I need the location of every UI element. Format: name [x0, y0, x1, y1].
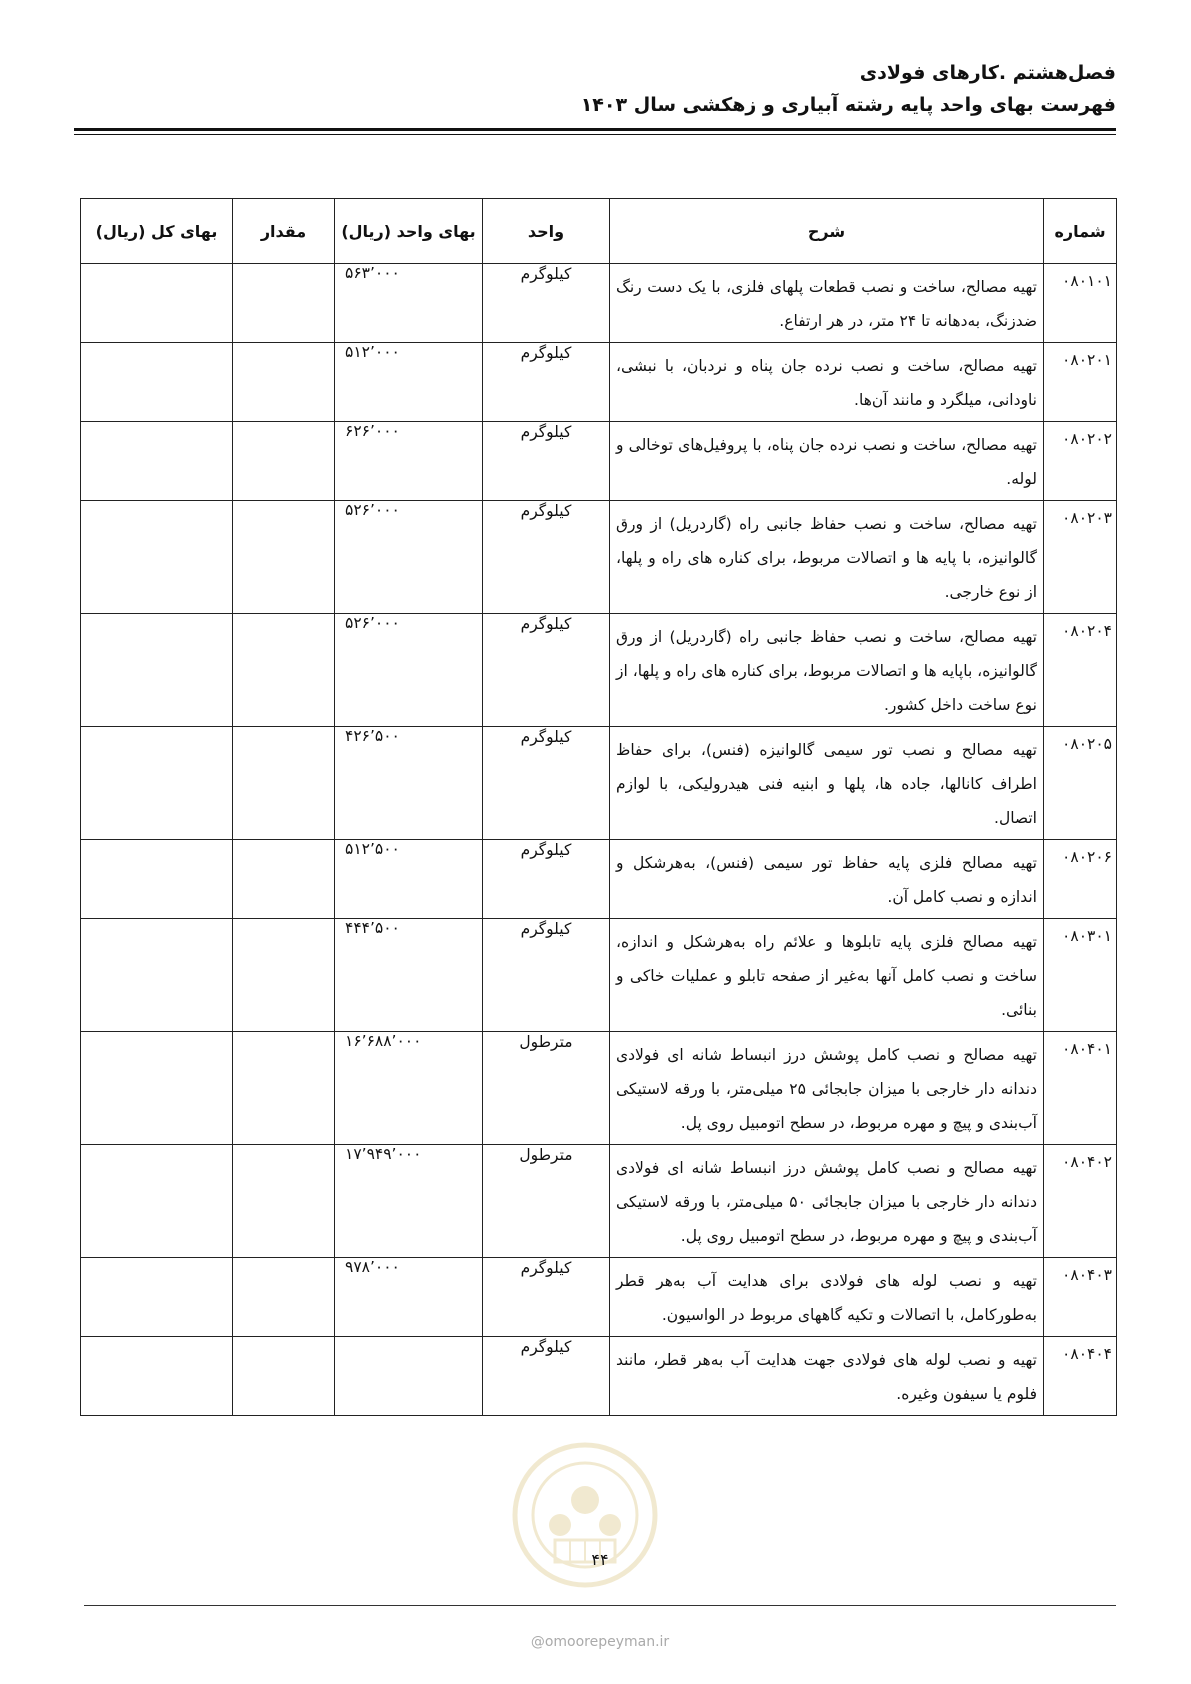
item-total-price [81, 501, 233, 614]
item-description: تهیه مصالح، ساخت و نصب نرده جان پناه، با پروفیل‌های توخالی و لوله. [610, 422, 1044, 501]
item-description: تهیه مصالح، ساخت و نصب نرده جان پناه و نردبان، با نبشی، ناودانی، میلگرد و مانند آن‌ها. [610, 343, 1044, 422]
page-number: ۴۴ [591, 1550, 609, 1569]
header-unit: واحد [483, 199, 610, 264]
item-unit: کیلوگرم [483, 1258, 610, 1337]
item-unit-price: ۱۷٬۹۴۹٬۰۰۰ [335, 1145, 483, 1258]
footer-rule [84, 1605, 1116, 1606]
item-unit-price: ۹۷۸٬۰۰۰ [335, 1258, 483, 1337]
item-number: ۰۸۰۲۰۶ [1044, 840, 1117, 919]
item-description: تهیه مصالح، ساخت و نصب قطعات پلهای فلزی، با یک دست رنگ ضدزنگ، بەدهانه تا ۲۴ متر، در هر ارتفاع. [610, 264, 1044, 343]
table-row [81, 919, 1117, 1032]
item-number: ۰۸۰۱۰۱ [1044, 264, 1117, 343]
table-row [81, 501, 1117, 614]
item-unit-price: ۵۲۶٬۰۰۰ [335, 501, 483, 614]
item-number: ۰۸۰۲۰۱ [1044, 343, 1117, 422]
item-quantity [233, 1258, 335, 1337]
header-total-price: بهای کل (ریال) [81, 199, 233, 264]
item-unit-price [335, 1337, 483, 1416]
table-row [81, 840, 1117, 919]
item-description: تهیه مصالح، ساخت و نصب حفاظ جانبی راه (گاردریل) از ورق گالوانیزه، با پایه ها و اتصالات مربوط، برای کناره های راه و پلها، از نوع خارجی. [610, 501, 1044, 614]
item-number: ۰۸۰۴۰۱ [1044, 1032, 1117, 1145]
table-row [81, 264, 1117, 343]
item-unit-price: ۴۴۴٬۵۰۰ [335, 919, 483, 1032]
item-quantity [233, 1032, 335, 1145]
item-unit: کیلوگرم [483, 840, 610, 919]
item-unit: کیلوگرم [483, 264, 610, 343]
item-unit-price: ۱۶٬۶۸۸٬۰۰۰ [335, 1032, 483, 1145]
item-number: ۰۸۰۴۰۴ [1044, 1337, 1117, 1416]
item-quantity [233, 343, 335, 422]
header-description: شرح [610, 199, 1044, 264]
table-row [81, 614, 1117, 727]
table-row [81, 343, 1117, 422]
table-row [81, 1258, 1117, 1337]
table-row [81, 727, 1117, 840]
item-number: ۰۸۰۲۰۲ [1044, 422, 1117, 501]
item-total-price [81, 614, 233, 727]
item-total-price [81, 1032, 233, 1145]
item-description: تهیه مصالح و نصب تور سیمی گالوانیزه (فنس)، برای حفاظ اطراف کانالها، جاده ها، پلها و ابنیه فنی هیدرولیکی، با لوازم اتصال. [610, 727, 1044, 840]
item-number: ۰۸۰۲۰۳ [1044, 501, 1117, 614]
item-number: ۰۸۰۳۰۱ [1044, 919, 1117, 1032]
item-unit-price: ۵۶۳٬۰۰۰ [335, 264, 483, 343]
header-quantity: مقدار [233, 199, 335, 264]
item-unit-price: ۵۲۶٬۰۰۰ [335, 614, 483, 727]
item-unit: کیلوگرم [483, 727, 610, 840]
header-number: شماره [1044, 199, 1117, 264]
item-description: تهیه مصالح و نصب کامل پوشش درز انبساط شانه ای فولادی دندانه دار خارجی با میزان جابجائی ۲۵ میلی‌متر، با ورقه لاستیکی آب‌بندی و پیچ و مهره مربوط، در سطح اتومبیل روی پل. [610, 1032, 1044, 1145]
document-subtitle: فهرست بهای واحد پایه رشته آبیاری و زهکشی سال ۱۴۰۳ [580, 94, 1116, 116]
item-description: تهیه مصالح فلزی پایه حفاظ تور سیمی (فنس)، به‌هرشکل و اندازه و نصب کامل آن. [610, 840, 1044, 919]
item-unit: کیلوگرم [483, 614, 610, 727]
item-unit: کیلوگرم [483, 501, 610, 614]
item-description: تهیه مصالح و نصب کامل پوشش درز انبساط شانه ای فولادی دندانه دار خارجی با میزان جابجائی ۵۰ میلی‌متر، با ورقه لاستیکی آب‌بندی و پیچ و مهره مربوط، در سطح اتومبیل روی پل. [610, 1145, 1044, 1258]
table-row [81, 1337, 1117, 1416]
item-quantity [233, 501, 335, 614]
item-total-price [81, 264, 233, 343]
item-total-price [81, 727, 233, 840]
item-total-price [81, 422, 233, 501]
item-unit-price: ۴۲۶٬۵۰۰ [335, 727, 483, 840]
website-watermark: @omoorepeyman.ir [530, 1634, 670, 1650]
item-number: ۰۸۰۲۰۵ [1044, 727, 1117, 840]
item-description: تهیه و نصب لوله های فولادی جهت هدایت آب به‌هر قطر، مانند فلوم یا سیفون وغیره. [610, 1337, 1044, 1416]
page-header [74, 58, 1116, 120]
table-row [81, 1145, 1117, 1258]
item-total-price [81, 1258, 233, 1337]
item-number: ۰۸۰۴۰۲ [1044, 1145, 1117, 1258]
item-quantity [233, 1337, 335, 1416]
price-list-table [80, 198, 1117, 1416]
item-quantity [233, 727, 335, 840]
item-unit: کیلوگرم [483, 919, 610, 1032]
item-quantity [233, 422, 335, 501]
item-unit: مترطول [483, 1145, 610, 1258]
item-unit-price: ۶۲۶٬۰۰۰ [335, 422, 483, 501]
item-unit: کیلوگرم [483, 422, 610, 501]
header-rule-thick [74, 128, 1116, 131]
header-rule-thin [74, 134, 1116, 135]
item-number: ۰۸۰۴۰۳ [1044, 1258, 1117, 1337]
item-description: تهیه و نصب لوله های فولادی برای هدایت آب به‌هر قطر به‌طورکامل، با اتصالات و تکیه گاههای مربوط در الواسیون. [610, 1258, 1044, 1337]
item-quantity [233, 1145, 335, 1258]
header-unit-price: بهای واحد (ریال) [335, 199, 483, 264]
item-description: تهیه مصالح فلزی پایه تابلوها و علائم راه به‌هرشکل و اندازه، ساخت و نصب کامل آنها به‌غیر از صفحه تابلو و عملیات خاکی و بنائی. [610, 919, 1044, 1032]
item-quantity [233, 840, 335, 919]
item-total-price [81, 1145, 233, 1258]
table-header-row [81, 199, 1117, 264]
item-quantity [233, 919, 335, 1032]
item-total-price [81, 919, 233, 1032]
item-unit: کیلوگرم [483, 1337, 610, 1416]
item-total-price [81, 1337, 233, 1416]
item-total-price [81, 343, 233, 422]
item-unit: کیلوگرم [483, 343, 610, 422]
item-description: تهیه مصالح، ساخت و نصب حفاظ جانبی راه (گاردریل) از ورق گالوانیزه، باپایه ها و اتصالات مربوط، برای کناره های راه و پلها، از نوع ساخت داخل کشور. [610, 614, 1044, 727]
chapter-title: فصل‌هشتم .کارهای فولادی [859, 62, 1116, 84]
item-unit: مترطول [483, 1032, 610, 1145]
item-number: ۰۸۰۲۰۴ [1044, 614, 1117, 727]
item-quantity [233, 614, 335, 727]
item-unit-price: ۵۱۲٬۰۰۰ [335, 343, 483, 422]
item-total-price [81, 840, 233, 919]
table-row [81, 1032, 1117, 1145]
item-quantity [233, 264, 335, 343]
table-row [81, 422, 1117, 501]
item-unit-price: ۵۱۲٬۵۰۰ [335, 840, 483, 919]
